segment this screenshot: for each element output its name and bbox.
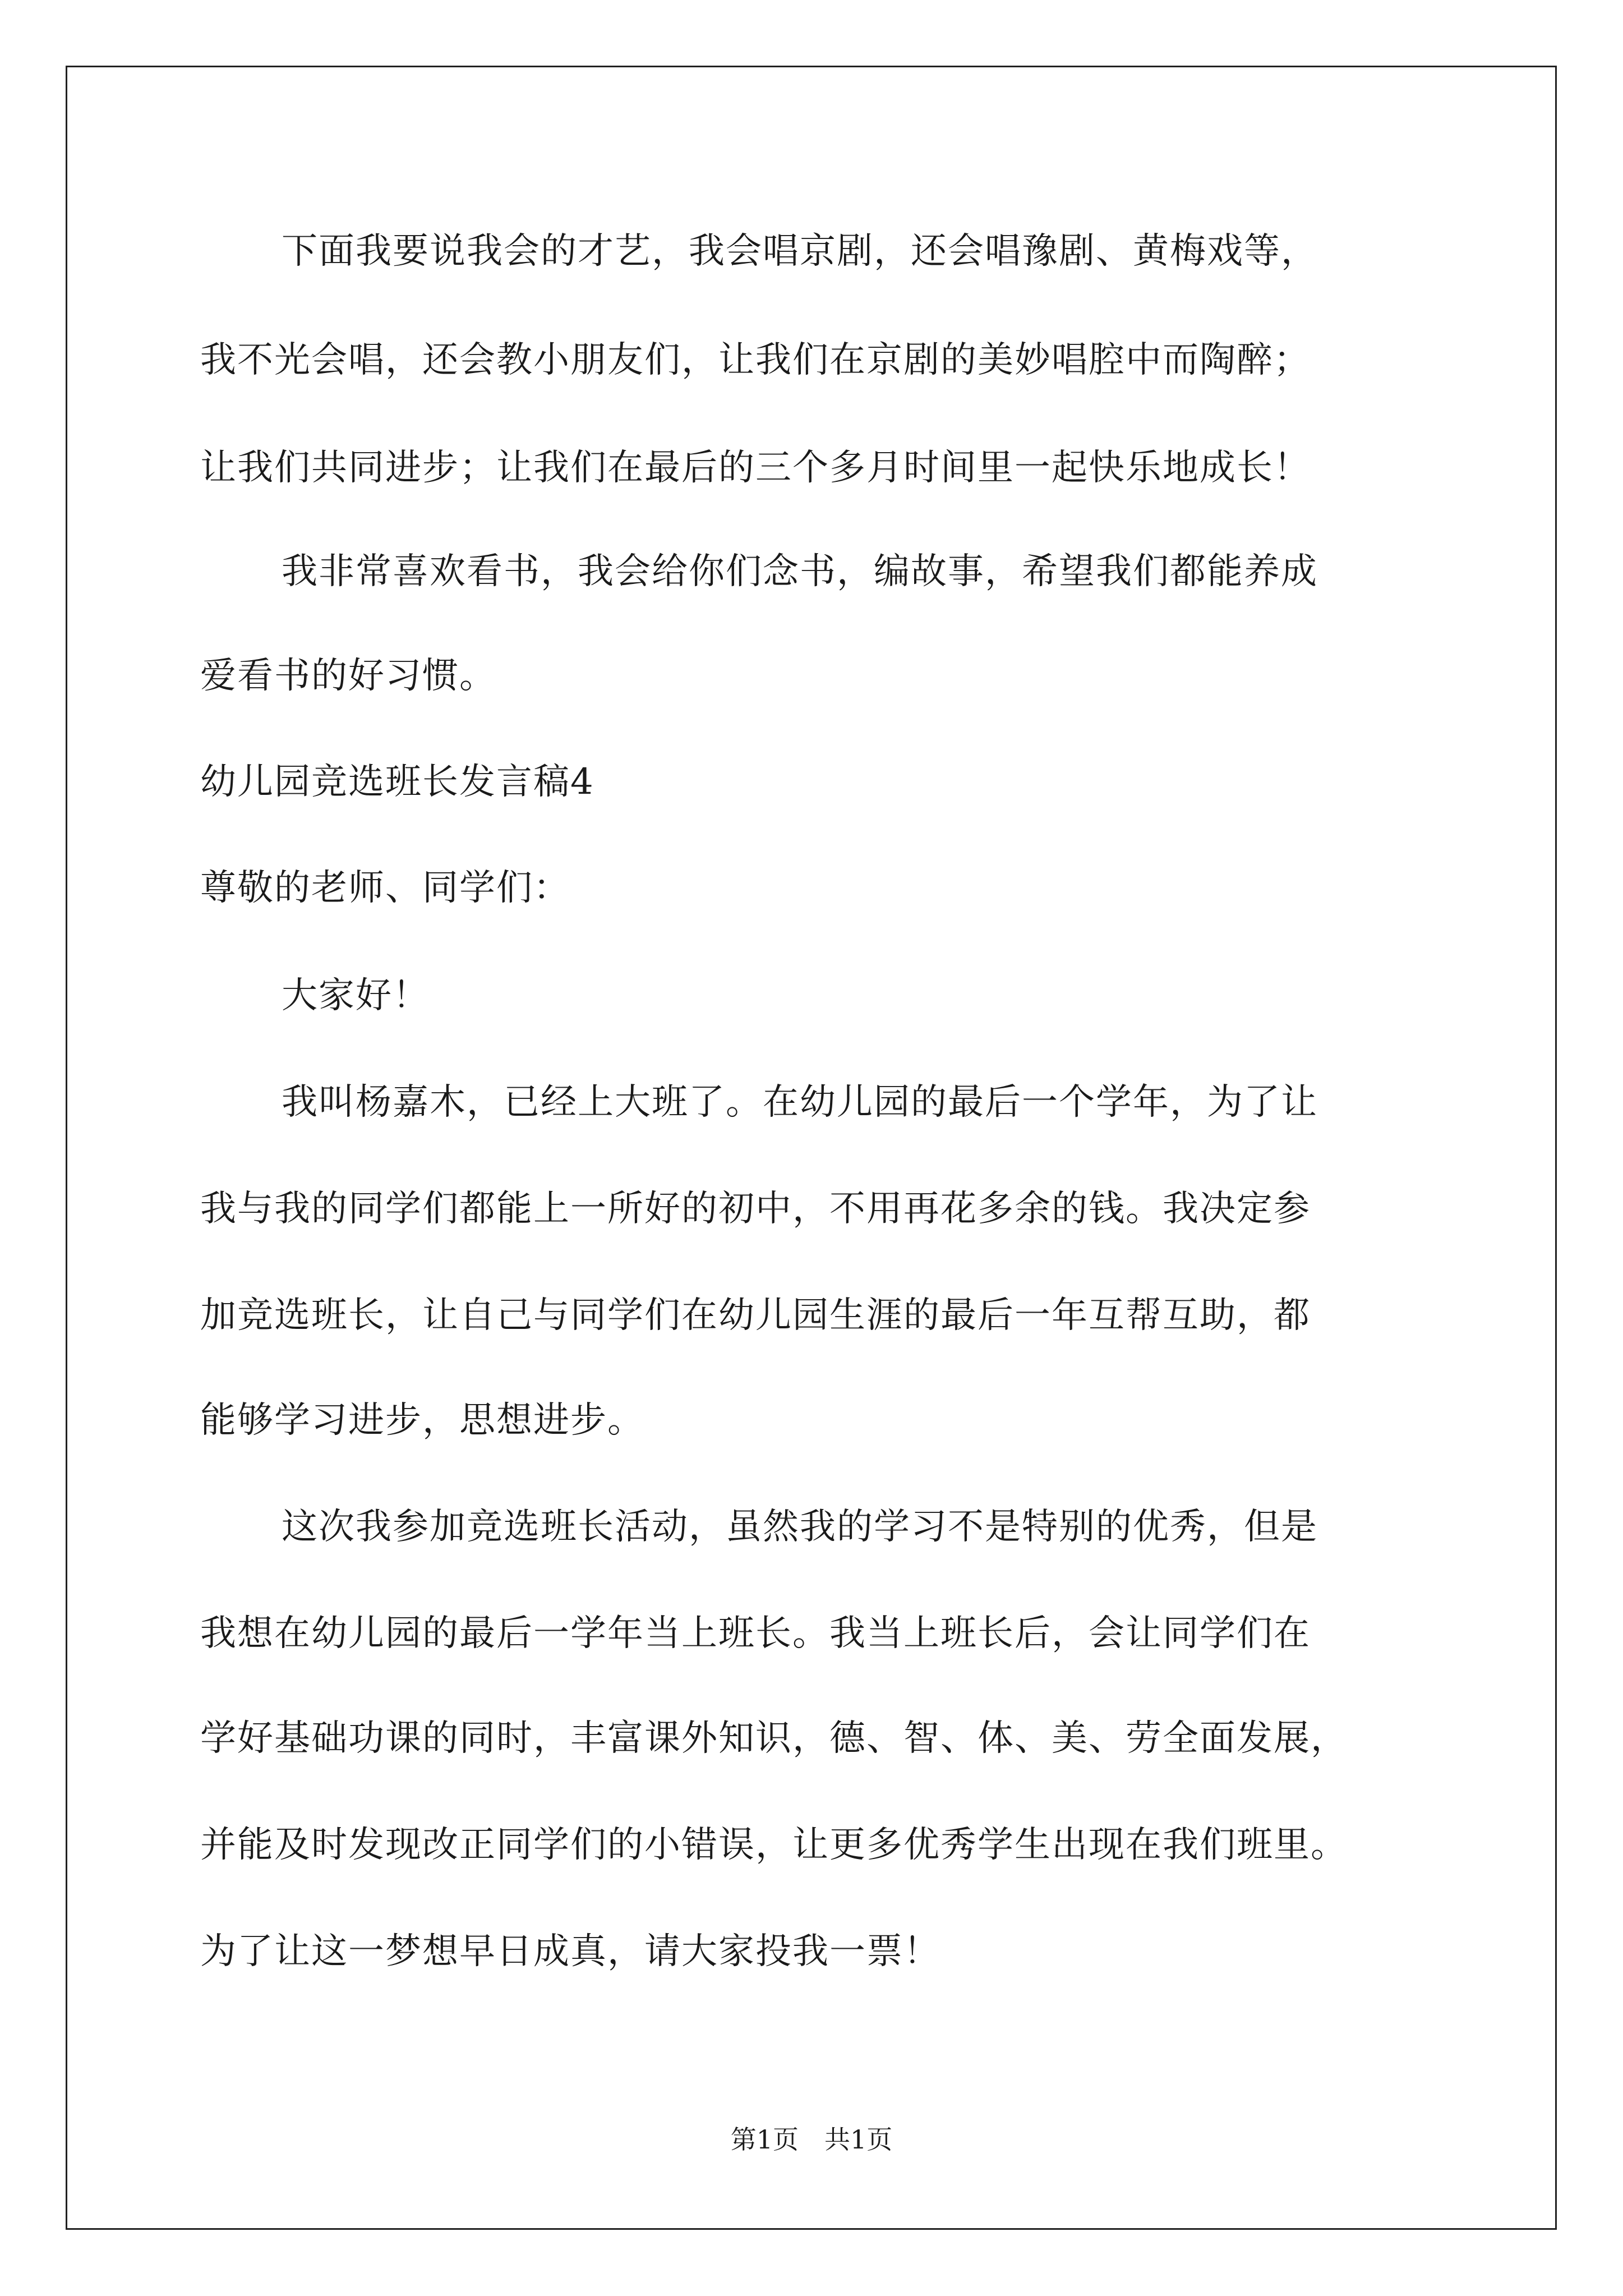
body-text-line: 并能及时发现改正同学们的小错误，让更多优秀学生出现在我们班里。 (200, 1824, 1348, 1866)
body-text-line: 下面我要说我会的才艺，我会唱京剧，还会唱豫剧、黄梅戏等， (282, 231, 1318, 272)
body-text-line: 加竞选班长，让自己与同学们在幼儿园生涯的最后一年互帮互助，都 (200, 1295, 1311, 1336)
body-text-line: 学好基础功课的同时，丰富课外知识，德、智、体、美、劳全面发展， (200, 1718, 1348, 1759)
body-text-line: 我叫杨嘉木，已经上大班了。在幼儿园的最后一个学年，为了让 (282, 1082, 1318, 1123)
body-text-line: 能够学习进步，思想进步。 (200, 1400, 644, 1441)
page-border (66, 66, 1557, 2230)
salutation: 尊敬的老师、同学们： (200, 867, 570, 909)
body-text-line: 我非常喜欢看书，我会给你们念书，编故事，希望我们都能养成 (282, 551, 1318, 592)
section-heading: 幼儿园竞选班长发言稿4 (200, 761, 594, 803)
body-text-line: 爱看书的好习惯。 (200, 655, 496, 697)
body-text-line: 这次我参加竞选班长活动，虽然我的学习不是特别的优秀，但是 (282, 1506, 1318, 1548)
body-text-line: 我不光会唱，还会教小朋友们，让我们在京剧的美妙唱腔中而陶醉； (200, 339, 1311, 381)
body-text-line: 我与我的同学们都能上一所好的初中，不用再花多余的钱。我决定参 (200, 1188, 1311, 1230)
body-text-line: 让我们共同进步；让我们在最后的三个多月时间里一起快乐地成长！ (200, 447, 1311, 489)
greeting: 大家好！ (282, 975, 430, 1016)
body-text-line: 我想在幼儿园的最后一学年当上班长。我当上班长后，会让同学们在 (200, 1613, 1311, 1654)
page-number-footer: 第1页 共1页 (730, 2124, 893, 2155)
body-text-line: 为了让这一梦想早日成真，请大家投我一票！ (200, 1931, 940, 1972)
